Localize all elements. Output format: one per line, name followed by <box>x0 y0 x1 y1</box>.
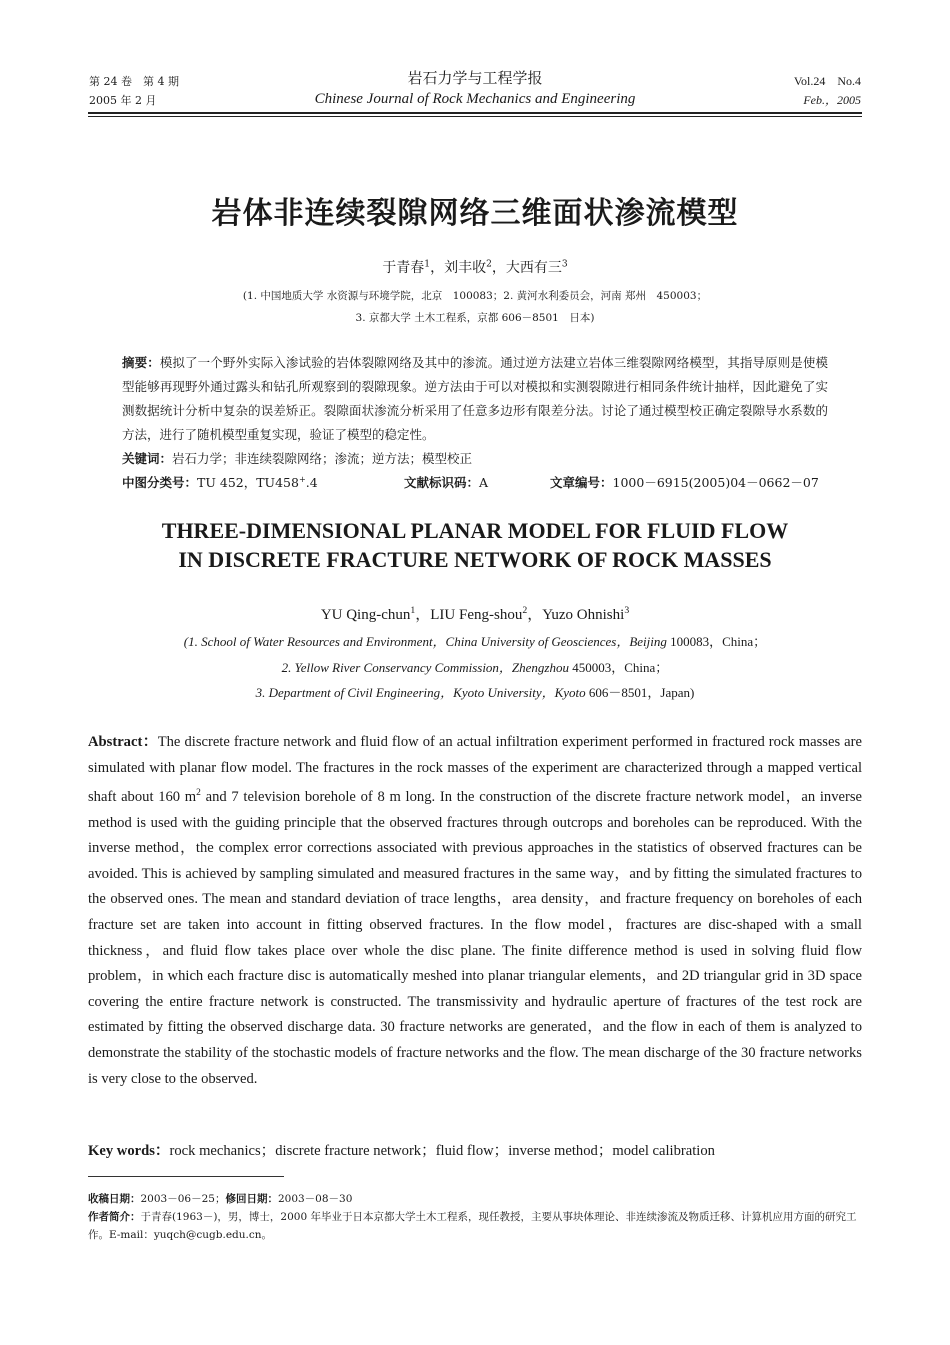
date-cn: 2005 年 2 月 <box>89 94 157 107</box>
revised-label: 修回日期： <box>225 1193 278 1205</box>
received-label: 收稿日期： <box>88 1193 141 1205</box>
abstract-en-part1: The discrete fracture network and fluid flow of an actual infiltration experiment performed in fractured rock masses are simulated with planar flow model. The fractures in the rock masses of the experiment are characterized through a mapped vertical shaft about 160 m <box>88 734 862 806</box>
clc-code <box>122 473 318 491</box>
author-2-en: ，LIU Feng-shou <box>415 607 523 623</box>
footnote-rule <box>88 1176 284 1177</box>
running-header-right <box>794 72 861 110</box>
article-label: 文章编号： <box>550 475 613 490</box>
footnote <box>88 1190 862 1244</box>
affiliation-cn-line2: 3. 京都大学 土木工程系，京都 606－8501 日本) <box>355 312 595 324</box>
paper-title-en-line1: THREE-DIMENSIONAL PLANAR MODEL FOR FLUID FLOW <box>161 518 789 543</box>
article-number <box>550 473 819 491</box>
date-en: Feb.，2005 <box>803 93 861 107</box>
clc-tail: .4 <box>305 475 318 490</box>
paper-title-en-line2: IN DISCRETE FRACTURE NETWORK OF ROCK MASSES <box>178 547 772 572</box>
abstract-cn-label: 摘要： <box>122 355 160 370</box>
bio-text: 于青春(1963－)，男，博士，2000 年毕业于日本京都大学土木工程系，现任教授，主要从事块体理论、非连续渗流及物质迁移、计算机应用方面的研究工作。E-mail：yuqch@cugb.edu.cn。 <box>88 1211 857 1241</box>
clc-sup: + <box>298 473 306 484</box>
journal-name-en: Chinese Journal of Rock Mechanics and Engineering <box>314 91 636 107</box>
abstract-en-part2: and 7 television borehole of 8 m long. In the construction of the discrete fracture network model，an inverse method is used with the guiding principle that the observed fractures through outcrops and boreholes can be reproduced. With the inverse method，the complex error corrections associated with previous approaches in the statistics of observed fractures can be avoided. This is achieved by sampling simulated and measured fractures in the same way，and by fitting the simulated fractures to the observed ones. The mean and standard deviation of trace lengths，area density，and fracture frequency on boreholes of each fracture set are taken into account in fitting observed fractures. In the flow model，fractures are disc-shaped with a small thickness，and fluid flow takes place over whole the disc plane. The finite difference method is used in solving fluid flow problem，in which each fracture disc is automatically meshed into planar triangular elements，and 2D triangular grid in 3D space covering the entire fracture network is constructed. The transmissivity and hydraulic aperture of fractures of the test rock are estimated by fitting the observed discharge data. 30 fracture networks are generated，and the flow in each of them is analyzed to demonstrate the stability of the stochastic models of fracture networks and the flow. The mean discharge of the 30 fracture networks is very close to the observed. <box>88 789 862 1087</box>
revised-value: 2003－08－30 <box>277 1193 353 1205</box>
author-3-cn: ，大西有三 <box>491 260 562 276</box>
affiliation-en-line1 <box>0 631 950 650</box>
volume-issue-en: Vol.24 No.4 <box>793 74 861 88</box>
affiliation-en-line2 <box>0 657 950 676</box>
abstract-cn <box>122 351 828 447</box>
authors-en <box>0 603 950 624</box>
affiliation-en-line2-text: 2. Yellow River Conservancy Commission，Zhengzhou <box>281 660 569 675</box>
affiliation-cn-line1: (1. 中国地质大学 水资源与环境学院，北京 100083；2. 黄河水利委员会，河南 郑州 450003； <box>242 290 708 302</box>
affiliation-en-line1-text: (1. School of Water Resources and Environment，China University of Geosciences，Beijing <box>183 634 667 649</box>
affiliation-en-line3-text: 3. Department of Civil Engineering，Kyoto University，Kyoto <box>255 685 586 700</box>
author-1-mark: 1 <box>424 259 431 270</box>
keywords-en-label: Key words： <box>88 1143 170 1159</box>
authors-cn <box>0 257 950 277</box>
keywords-en <box>88 1139 862 1160</box>
affiliation-en-line1-tail: 100083，China； <box>666 634 767 649</box>
footnote-dates <box>88 1190 862 1208</box>
abstract-en-label: Abstract： <box>88 734 158 750</box>
received-value: 2003－06－25； <box>140 1193 226 1205</box>
author-2-en-mark: 2 <box>522 605 528 616</box>
volume-issue-cn: 第 24 卷 第 4 期 <box>89 75 179 88</box>
clc-label: 中图分类号： <box>122 475 198 490</box>
bio-label: 作者简介： <box>88 1211 141 1223</box>
author-1-cn: 于青春 <box>382 260 425 276</box>
abstract-en-sup: 2 <box>196 788 201 799</box>
header-rule-thick <box>88 112 862 114</box>
doc-value: A <box>479 475 489 490</box>
keywords-cn-label: 关键词： <box>122 451 173 466</box>
author-2-cn: ，刘丰收 <box>430 260 487 276</box>
footnote-bio <box>88 1208 862 1244</box>
article-value: 1000－6915(2005)04－0662－07 <box>612 475 819 490</box>
keywords-en-text: rock mechanics；discrete fracture network；fluid flow；inverse method；model calibration <box>169 1143 715 1159</box>
author-2-mark: 2 <box>486 259 492 270</box>
journal-name-cn: 岩石力学与工程学报 <box>407 69 543 87</box>
author-3-en: ，Yuzo Ohnishi <box>527 607 625 623</box>
header-rule-thin <box>88 116 862 117</box>
affiliation-en-line2-tail: 450003，China； <box>569 660 669 675</box>
author-3-en-mark: 3 <box>624 605 630 616</box>
keywords-cn-text: 岩石力学；非连续裂隙网络；渗流；逆方法；模型校正 <box>172 451 473 466</box>
affiliation-en-line3 <box>0 682 950 701</box>
author-1-en: YU Qing-chun <box>320 607 411 623</box>
affiliation-en-line3-tail: 606－8501，Japan) <box>585 685 695 700</box>
doc-label: 文献标识码： <box>404 475 480 490</box>
author-3-mark: 3 <box>561 259 568 270</box>
keywords-cn <box>122 449 828 467</box>
abstract-cn-text: 模拟了一个野外实际入渗试验的岩体裂隙网络及其中的渗流。通过逆方法建立岩体三维裂隙网络模型，其指导原则是使模型能够再现野外通过露头和钻孔所观察到的裂隙现象。逆方法由于可以对模拟和实测裂隙进行相同条件统计抽样，因此避免了实测数据统计分析中复杂的误差矫正。裂隙面状渗流分析采用了任意多边形有限差分法。讨论了通过模型校正确定裂隙导水系数的方法，进行了随机模型重复实现，验证了模型的稳定性。 <box>122 355 828 442</box>
paper-title-cn: 岩体非连续裂隙网络三维面状渗流模型 <box>211 196 739 231</box>
clc-value: TU 452，TU458 <box>197 475 299 490</box>
doc-code <box>404 473 488 491</box>
author-1-en-mark: 1 <box>410 605 416 616</box>
abstract-en <box>88 730 862 1092</box>
